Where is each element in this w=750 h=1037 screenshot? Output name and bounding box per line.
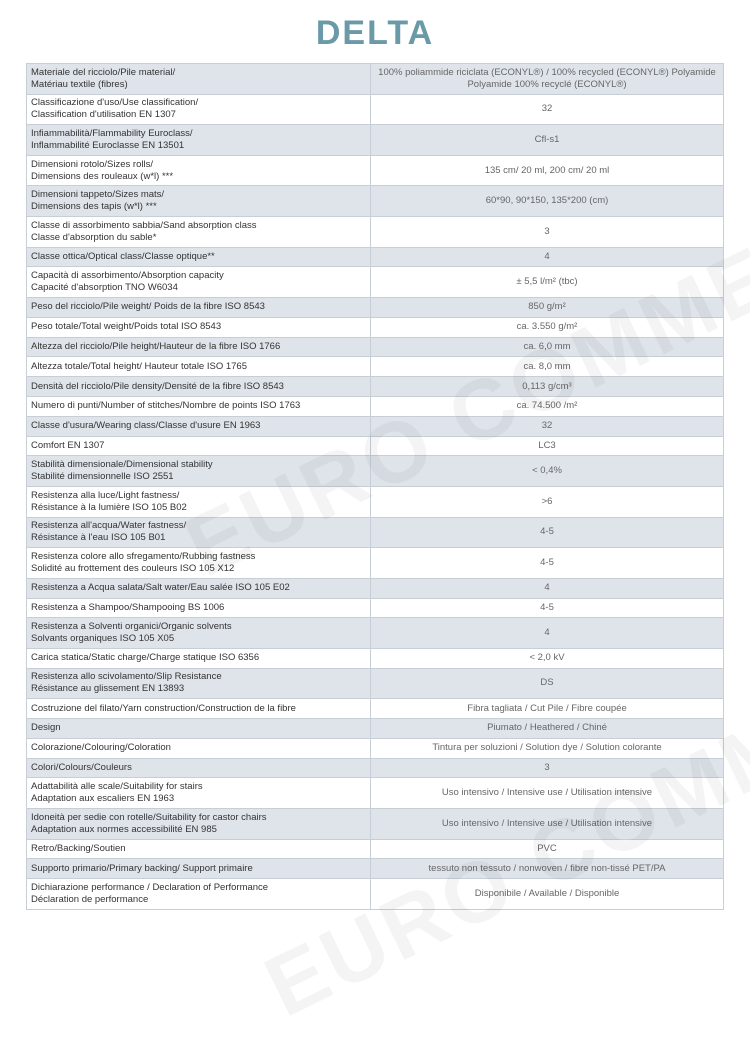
property-value: Uso intensivo / Intensive use / Utilisation intensive: [441, 787, 653, 799]
property-value: 850 g/m²: [528, 301, 566, 313]
property-value-cell: [371, 668, 724, 699]
property-label: Resistenza all'acqua/Water fastness/: [31, 520, 187, 532]
property-value-cell: [371, 839, 724, 859]
property-label-cell: [27, 357, 371, 377]
property-label-secondary: Classification d'utilisation EN 1307: [31, 109, 176, 121]
table-row: [27, 267, 724, 298]
property-value-cell: [371, 416, 724, 436]
table-row: [27, 778, 724, 809]
property-value: PVC: [537, 843, 557, 855]
table-row: [27, 486, 724, 517]
property-value-cell: [371, 377, 724, 397]
property-label: Peso totale/Total weight/Poids total ISO 8543: [31, 321, 222, 333]
table-row: [27, 668, 724, 699]
table-row: [27, 297, 724, 317]
property-label: Classe ottica/Optical class/Classe optique**: [31, 250, 215, 262]
property-label-secondary: Inflammabilité Euroclasse EN 13501: [31, 139, 185, 151]
table-row: [27, 125, 724, 156]
property-value-cell: [371, 859, 724, 879]
property-label: Resistenza alla luce/Light fastness/: [31, 489, 180, 501]
table-row: [27, 186, 724, 217]
property-value: tessuto non tessuto / nonwoven / fibre non-tissé PET/PA: [428, 862, 666, 874]
property-label: Retro/Backing/Soutien: [31, 843, 126, 855]
table-row: [27, 548, 724, 579]
table-row: [27, 598, 724, 618]
property-label-cell: [27, 859, 371, 879]
property-value-cell: [371, 758, 724, 778]
property-value-secondary: Polyamide 100% recyclé (ECONYL®): [467, 78, 627, 90]
property-label: Adattabilità alle scale/Suitability for stairs: [31, 781, 203, 793]
property-value-cell: [371, 738, 724, 758]
property-label-cell: [27, 125, 371, 156]
property-value-cell: [371, 267, 724, 298]
property-label: Classe d'usura/Wearing class/Classe d'usure EN 1963: [31, 420, 261, 432]
property-value: 4-5: [540, 601, 554, 613]
property-label-secondary: Déclaration de performance: [31, 894, 149, 906]
property-label-cell: [27, 839, 371, 859]
property-label: Resistenza a Solventi organici/Organic solvents: [31, 621, 232, 633]
property-label: Infiammabilità/Flammability Euroclass/: [31, 127, 193, 139]
property-value-cell: [371, 186, 724, 217]
property-label: Supporto primario/Primary backing/ Support primaire: [31, 862, 253, 874]
table-row: [27, 247, 724, 267]
property-label: Dimensioni tappeto/Sizes mats/: [31, 189, 165, 201]
property-value: Tintura per soluzioni / Solution dye / Solution colorante: [432, 742, 662, 754]
property-value: 4-5: [540, 526, 554, 538]
property-value-cell: [371, 125, 724, 156]
property-value-cell: [371, 598, 724, 618]
property-value-cell: [371, 64, 724, 95]
property-label-cell: [27, 778, 371, 809]
property-value: >6: [541, 495, 553, 507]
property-label-cell: [27, 699, 371, 719]
property-value: ca. 6,0 mm: [523, 340, 571, 352]
property-value: 3: [544, 762, 550, 774]
property-label-cell: [27, 297, 371, 317]
property-label-cell: [27, 94, 371, 125]
property-value: Uso intensivo / Intensive use / Utilisation intensive: [441, 817, 653, 829]
property-value-cell: [371, 486, 724, 517]
property-label-cell: [27, 738, 371, 758]
table-row: [27, 839, 724, 859]
table-row: [27, 436, 724, 456]
table-row: [27, 155, 724, 186]
property-label-cell: [27, 436, 371, 456]
property-label-cell: [27, 155, 371, 186]
table-row: [27, 859, 724, 879]
property-value: ca. 8,0 mm: [523, 360, 571, 372]
property-label-cell: [27, 668, 371, 699]
property-value: LC3: [538, 439, 556, 451]
table-row: [27, 618, 724, 649]
property-label-cell: [27, 879, 371, 910]
property-label-cell: [27, 648, 371, 668]
property-value-cell: [371, 357, 724, 377]
table-row: [27, 357, 724, 377]
property-label: Dichiarazione performance / Declaration of Performance: [31, 882, 269, 894]
property-value-cell: [371, 94, 724, 125]
table-row: [27, 699, 724, 719]
table-row: [27, 809, 724, 840]
property-value: 0,113 g/cm³: [522, 380, 572, 392]
property-label-cell: [27, 216, 371, 247]
spec-table-body: [27, 64, 724, 910]
property-label: Dimensioni rotolo/Sizes rolls/: [31, 158, 153, 170]
property-label-secondary: Dimensions des tapis (w*l) ***: [31, 201, 157, 213]
property-label-secondary: Adaptation aux normes accessibilité EN 985: [31, 823, 217, 835]
property-label-cell: [27, 317, 371, 337]
property-value-cell: [371, 396, 724, 416]
property-value: 4: [544, 627, 550, 639]
property-label: Carica statica/Static charge/Charge statique ISO 6356: [31, 652, 260, 664]
property-label: Stabilità dimensionale/Dimensional stability: [31, 459, 213, 471]
table-row: [27, 416, 724, 436]
table-row: [27, 377, 724, 397]
table-row: [27, 879, 724, 910]
property-label-secondary: Résistance au glissement EN 13893: [31, 683, 185, 695]
property-value: < 2,0 kV: [529, 652, 565, 664]
property-label: Comfort EN 1307: [31, 439, 105, 451]
property-label: Materiale del ricciolo/Pile material/: [31, 66, 176, 78]
property-label-cell: [27, 64, 371, 95]
property-label-cell: [27, 517, 371, 548]
table-row: [27, 337, 724, 357]
property-value-cell: [371, 456, 724, 487]
property-label: Numero di punti/Number of stitches/Nombre de points ISO 1763: [31, 400, 301, 412]
property-label-cell: [27, 267, 371, 298]
property-label-secondary: Résistance à la lumière ISO 105 B02: [31, 501, 187, 513]
property-value: ca. 3.550 g/m²: [516, 321, 578, 333]
property-value-cell: [371, 809, 724, 840]
property-value-cell: [371, 297, 724, 317]
property-label-secondary: Dimensions des rouleaux (w*l) ***: [31, 170, 174, 182]
property-label: Resistenza a Acqua salata/Salt water/Eau salée ISO 105 E02: [31, 582, 290, 594]
table-row: [27, 738, 724, 758]
property-value-cell: [371, 618, 724, 649]
property-label-cell: [27, 618, 371, 649]
property-value: 4: [544, 250, 550, 262]
property-value-cell: [371, 548, 724, 579]
property-label-cell: [27, 186, 371, 217]
property-value-cell: [371, 578, 724, 598]
property-value-cell: [371, 317, 724, 337]
property-label: Resistenza colore allo sfregamento/Rubbing fastness: [31, 550, 256, 562]
property-value-cell: [371, 337, 724, 357]
page-title: DELTA: [315, 14, 435, 52]
property-label: Colorazione/Colouring/Coloration: [31, 742, 171, 754]
property-label-cell: [27, 758, 371, 778]
property-value: Piumato / Heathered / Chiné: [487, 722, 607, 734]
table-row: [27, 578, 724, 598]
property-label-cell: [27, 719, 371, 739]
property-value-cell: [371, 155, 724, 186]
property-value-cell: [371, 247, 724, 267]
property-label: Altezza totale/Total height/ Hauteur totale ISO 1765: [31, 360, 247, 372]
table-row: [27, 517, 724, 548]
property-label: Capacità di assorbimento/Absorption capacity: [31, 270, 224, 282]
property-value-cell: [371, 879, 724, 910]
property-value: < 0,4%: [532, 465, 562, 477]
property-label: Peso del ricciolo/Pile weight/ Poids de la fibre ISO 8543: [31, 301, 265, 313]
property-value: 4-5: [540, 556, 554, 568]
property-label-cell: [27, 578, 371, 598]
property-label: Colori/Colours/Couleurs: [31, 762, 132, 774]
property-value: 60*90, 90*150, 135*200 (cm): [485, 195, 609, 207]
property-label: Resistenza allo scivolamento/Slip Resistance: [31, 671, 222, 683]
property-label: Densità del ricciolo/Pile density/Densité de la fibre ISO 8543: [31, 380, 284, 392]
property-label-cell: [27, 486, 371, 517]
property-value: DS: [540, 677, 554, 689]
table-row: [27, 758, 724, 778]
property-label: Resistenza a Shampoo/Shampooing BS 1006: [31, 601, 225, 613]
table-row: [27, 456, 724, 487]
table-row: [27, 64, 724, 95]
property-label: Classe di assorbimento sabbia/Sand absorption class: [31, 219, 257, 231]
property-label: Classificazione d'uso/Use classification/: [31, 97, 199, 109]
property-label-secondary: Solidité au frottement des couleurs ISO 105 X12: [31, 562, 235, 574]
property-label: Costruzione del filato/Yarn construction/Construction de la fibre: [31, 702, 296, 714]
table-row: [27, 216, 724, 247]
property-value: ± 5,5 l/m² (tbc): [516, 276, 578, 288]
property-value: 3: [544, 225, 550, 237]
property-value-cell: [371, 436, 724, 456]
table-row: [27, 94, 724, 125]
property-value-cell: [371, 699, 724, 719]
property-value-cell: [371, 719, 724, 739]
property-label-cell: [27, 396, 371, 416]
table-row: [27, 396, 724, 416]
property-value-cell: [371, 648, 724, 668]
property-value: 135 cm/ 20 ml, 200 cm/ 20 ml: [484, 164, 610, 176]
property-label-cell: [27, 548, 371, 579]
property-value-cell: [371, 216, 724, 247]
property-label-cell: [27, 598, 371, 618]
table-row: [27, 719, 724, 739]
property-label-cell: [27, 809, 371, 840]
property-value: 4: [544, 582, 550, 594]
property-value-cell: [371, 778, 724, 809]
property-label: Altezza del ricciolo/Pile height/Hauteur de la fibre ISO 1766: [31, 340, 281, 352]
property-value-cell: [371, 517, 724, 548]
spec-table: [26, 63, 724, 910]
property-label-cell: [27, 247, 371, 267]
property-label-cell: [27, 337, 371, 357]
property-value: 100% poliammide riciclata (ECONYL®) / 100% recycled (ECONYL®) Polyamide: [378, 66, 716, 78]
property-value: Disponibile / Available / Disponible: [474, 888, 620, 900]
property-value: 32: [541, 420, 553, 432]
table-row: [27, 648, 724, 668]
property-label-secondary: Stabilité dimensionnelle ISO 2551: [31, 471, 174, 483]
property-value: Fibra tagliata / Cut Pile / Fibre coupée: [467, 702, 627, 714]
table-row: [27, 317, 724, 337]
property-value: 32: [541, 103, 553, 115]
property-label-secondary: Matériau textile (fibres): [31, 78, 128, 90]
property-value: Cfl-s1: [534, 133, 560, 145]
property-label: Idoneità per sedie con rotelle/Suitability for castor chairs: [31, 811, 267, 823]
property-label-secondary: Adaptation aux escaliers EN 1963: [31, 793, 175, 805]
property-label-cell: [27, 456, 371, 487]
property-label-secondary: Capacité d'absorption TNO W6034: [31, 282, 178, 294]
property-label: Design: [31, 722, 61, 734]
property-value: ca. 74.500 /m²: [516, 400, 578, 412]
property-label-cell: [27, 416, 371, 436]
property-label-secondary: Classe d'absorption du sable*: [31, 231, 157, 243]
property-label-secondary: Solvants organiques ISO 105 X05: [31, 633, 175, 645]
property-label-cell: [27, 377, 371, 397]
property-label-secondary: Résistance à l'eau ISO 105 B01: [31, 532, 166, 544]
